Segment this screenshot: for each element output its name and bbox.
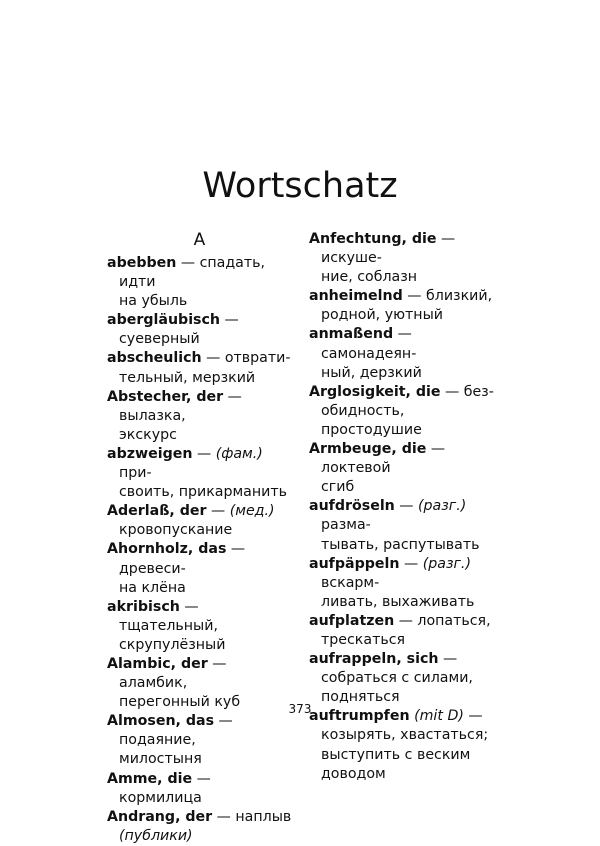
entry-amme: [107, 770, 292, 808]
entry-arglosigkeit: [309, 383, 504, 440]
definition: — аламбик,: [119, 655, 227, 692]
headword: aufplatzen: [309, 612, 395, 629]
section-letter: А: [193, 230, 206, 250]
definition: сгиб: [321, 479, 355, 496]
definition: — искуше-: [321, 231, 456, 267]
entry-andrang: [107, 808, 292, 846]
definition: разма-: [321, 517, 371, 534]
definition: козырять, хвастаться;: [321, 727, 489, 744]
definition: —: [463, 708, 483, 725]
entry-akribisch: [107, 598, 292, 655]
entry-almosen: [107, 712, 292, 769]
definition: тывать, распутывать: [321, 536, 480, 553]
entry-aufpappeln: [309, 555, 504, 612]
headword: Armbeuge, die: [309, 441, 427, 458]
headword: aufrappeln, sich: [309, 651, 439, 668]
definition: —: [399, 555, 423, 572]
entry-aderlass: [107, 502, 292, 540]
definition: подняться: [321, 689, 400, 706]
right-column: [309, 230, 504, 784]
headword: abscheulich: [107, 350, 202, 367]
definition: милостыня: [119, 751, 202, 768]
definition: — подаяние,: [119, 713, 233, 749]
entry-aufdroseln: [309, 497, 504, 554]
headword: auftrumpfen: [309, 708, 410, 725]
entry-abstecher: [107, 388, 292, 445]
page-title: Wortschatz: [202, 166, 398, 206]
headword: Arglosigkeit, die: [309, 383, 441, 400]
page-number: 373: [288, 702, 312, 716]
entry-abscheulich: [107, 349, 292, 387]
definition: обидность, простодушие: [321, 402, 422, 438]
definition: — тщательный,: [119, 598, 218, 634]
usage-note: (разг.): [422, 555, 471, 572]
headword: Amme, die: [107, 770, 193, 787]
entry-ahornholz: [107, 540, 292, 597]
headword: Anfechtung, die: [309, 231, 437, 247]
definition: — локтевой: [321, 441, 446, 477]
definition: — древеси-: [119, 541, 246, 577]
definition: — спадать, идти: [119, 255, 266, 291]
definition: — кормилица: [119, 770, 211, 806]
definition: на клёна: [119, 579, 186, 596]
left-column: [107, 230, 292, 846]
definition: — близкий,: [402, 288, 493, 305]
headword: anheimelnd: [309, 288, 403, 305]
definition: собраться с силами,: [321, 670, 473, 687]
definition: своить, прикарманить: [119, 484, 287, 501]
headword: aufdröseln: [309, 498, 395, 515]
definition: — самонадеян-: [321, 326, 417, 362]
definition: на убыль: [119, 293, 188, 310]
definition: родной, уютный: [321, 307, 443, 324]
headword: Alambic, der: [107, 655, 208, 672]
definition: при-: [119, 465, 152, 482]
definition: — лопаться,: [394, 612, 491, 629]
definition: ный, дерзкий: [321, 364, 422, 381]
headword: abebben: [107, 255, 177, 271]
definition: скрупулёзный: [119, 636, 226, 653]
definition: — отврати-: [201, 350, 291, 367]
entry-abzweigen: [107, 445, 292, 502]
usage-note: (фам.): [215, 445, 263, 462]
definition: —: [206, 503, 230, 520]
definition: ние, соблазн: [321, 269, 418, 286]
headword: Abstecher, der: [107, 388, 224, 405]
headword: abzweigen: [107, 445, 193, 462]
entry-aufplatzen: [309, 612, 504, 650]
definition: — без-: [440, 383, 494, 400]
definition: — суеверный: [119, 312, 239, 348]
usage-note: (mit D): [414, 708, 464, 725]
entry-abebben: [107, 254, 292, 311]
entry-armbeuge: [309, 440, 504, 497]
definition: доводом: [321, 765, 386, 782]
definition: — наплыв: [212, 808, 292, 825]
entry-aberglaubisch: [107, 311, 292, 349]
headword: Ahornholz, das: [107, 541, 227, 558]
usage-note: (публики): [119, 827, 193, 844]
headword: Aderlaß, der: [107, 503, 207, 520]
usage-note: (разг.): [418, 498, 467, 515]
definition: —: [192, 445, 216, 462]
definition: —: [394, 498, 418, 515]
definition: вскарм-: [321, 574, 380, 591]
definition: — вылазка,: [119, 388, 242, 424]
usage-note: (мед.): [229, 503, 275, 520]
definition: экскурс: [119, 426, 177, 443]
definition: —: [438, 651, 458, 668]
entry-aufrappeln: [309, 650, 504, 707]
definition: кровопускание: [119, 522, 233, 539]
entry-anheimelnd: [309, 287, 504, 325]
headword: akribisch: [107, 598, 180, 615]
entry-anfechtung: [309, 230, 504, 287]
definition: выступить с веским: [321, 746, 471, 763]
headword: Almosen, das: [107, 713, 215, 730]
entry-auftrumpfen: [309, 707, 504, 783]
definition: перегонный куб: [119, 694, 241, 711]
headword: abergläubisch: [107, 312, 221, 329]
entry-anmassend: [309, 325, 504, 382]
headword: Andrang, der: [107, 808, 213, 825]
headword: anmaßend: [309, 326, 394, 343]
headword: aufpäppeln: [309, 555, 400, 572]
definition: тельный, мерзкий: [119, 369, 256, 386]
definition: ливать, выхаживать: [321, 593, 475, 610]
definition: трескаться: [321, 631, 406, 648]
